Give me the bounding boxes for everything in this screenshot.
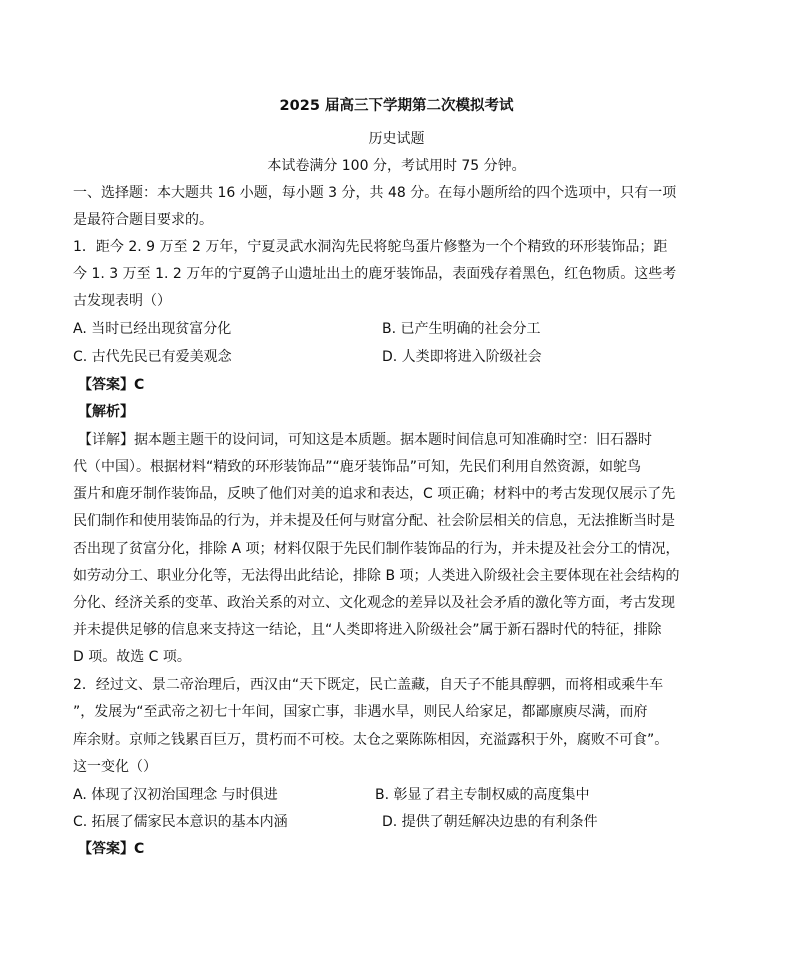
q1-option-b: B. 已产生明确的社会分工 — [382, 321, 541, 337]
exam-instructions: 本试卷满分 100 分，考试用时 75 分钟。 — [267, 158, 526, 174]
q2-option-c: C. 拓展了儒家民本意识的基本内涵 — [73, 814, 288, 830]
q1-explanation-line-7: 分化、经济关系的变革、政治关系的对立、文化观念的差异以及社会矛盾的激化等方面，考古发现 — [73, 595, 675, 611]
q1-option-d: D. 人类即将进入阶级社会 — [382, 349, 542, 365]
q1-explanation-line-3: 蛋片和鹿牙制作装饰品，反映了他们对美的追求和表达，C 项正确；材料中的考古发现仅展示了先 — [73, 486, 676, 502]
q1-stem-line-1: 1．距今 2. 9 万至 2 万年，宁夏灵武水洞沟先民将鸵鸟蛋片修整为一个个精致的环形装饰品；距 — [73, 239, 668, 255]
q2-stem-line-4: 这一变化（） — [73, 759, 157, 775]
q2-option-a: A. 体现了汉初治国理念 与时俱进 — [73, 787, 278, 803]
q1-answer: 【答案】C — [78, 377, 145, 393]
q1-option-c: C. 古代先民已有爱美观念 — [73, 349, 232, 365]
q1-explanation-line-4: 民们制作和使用装饰品的行为，并未提及任何与财富分配、社会阶层相关的信息，无法推断当时是 — [73, 513, 675, 529]
section-heading-line-2: 是最符合题目要求的。 — [73, 212, 213, 228]
q1-explanation-line-6: 如劳动分工、职业分化等，无法得出此结论，排除 B 项；人类进入阶级社会主要体现在社会结构的 — [73, 568, 680, 584]
q2-option-d: D. 提供了朝廷解决边患的有利条件 — [382, 814, 598, 830]
exam-subject: 历史试题 — [368, 131, 425, 147]
q1-option-a: A. 当时已经出现贫富分化 — [73, 321, 232, 337]
q1-explanation-line-8: 并未提供足够的信息来支持这一结论，且“人类即将进入阶级社会”属于新石器时代的特征，排除 — [73, 622, 662, 638]
q1-explanation-line-2: 代（中国）。根据材料“精致的环形装饰品”“鹿牙装饰品”可知，先民们利用自然资源，如鸵鸟 — [73, 459, 642, 475]
q1-explanation-line-5: 否出现了贫富分化，排除 A 项；材料仅限于先民们制作装饰品的行为，并未提及社会分工的情况， — [73, 541, 680, 557]
q1-explanation-line-9: D 项。故选 C 项。 — [73, 649, 191, 665]
section-heading-line-1: 一、选择题：本大题共 16 小题，每小题 3 分，共 48 分。在每小题所给的四个选项中，只有一项 — [73, 185, 677, 201]
q1-explanation-line-1: 【详解】据本题主题干的设问词，可知这是本质题。据本题时间信息可知准确时空：旧石器时 — [78, 432, 652, 448]
q2-option-b: B. 彰显了君主专制权威的高度集中 — [375, 787, 590, 803]
q2-stem-line-2: ”，发展为“至武帝之初七十年间，国家亡事，非遇水旱，则民人给家足，都鄙廪庾尽满，而府 — [73, 704, 648, 720]
q2-stem-line-1: 2．经过文、景二帝治理后，西汉由“天下既定，民亡盖藏，自天子不能具醇驷，而将相或乘牛车 — [73, 677, 664, 693]
q1-stem-line-2: 今 1. 3 万至 1. 2 万年的宁夏鸽子山遗址出土的鹿牙装饰品，表面残存着黑色，红色物质。这些考 — [73, 266, 677, 282]
q1-analysis-label: 【解析】 — [78, 404, 134, 420]
exam-title: 2025 届高三下学期第二次模拟考试 — [279, 98, 514, 114]
q2-stem-line-3: 库余财。京师之钱累百巨万，贯朽而不可校。太仓之粟陈陈相因，充溢露积于外，腐败不可食”。 — [73, 732, 669, 748]
q2-answer: 【答案】C — [78, 841, 145, 857]
q1-stem-line-3: 古发现表明（） — [73, 293, 171, 309]
